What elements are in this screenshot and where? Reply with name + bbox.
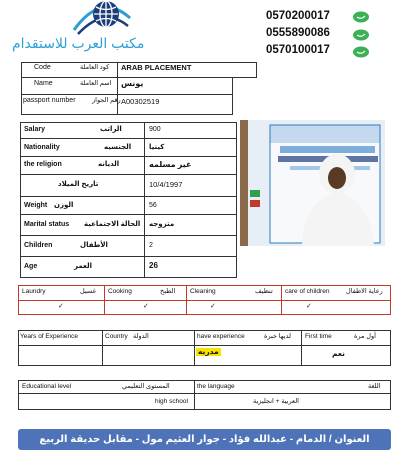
children-value: 2 bbox=[149, 242, 153, 249]
brand-name: مكتب العرب للاستقدام bbox=[12, 35, 145, 51]
first-time-label: First time bbox=[305, 333, 332, 340]
cooking-label: Cooking bbox=[108, 288, 132, 295]
have-experience-label-ar: لديها خبرة bbox=[264, 333, 291, 340]
nationality-label-ar: الجنسيه bbox=[104, 144, 132, 151]
education-level-label-ar: المستوى التعليمي bbox=[122, 383, 170, 390]
phone-1[interactable]: 0570200017 bbox=[266, 10, 330, 22]
address-bar: العنوان / الدمام - عبدالله فؤاد - جوار العثيم مول - مقابل حديقة الربيع bbox=[18, 429, 391, 450]
cleaning-label-ar: تنظيف bbox=[255, 288, 273, 295]
laundry-label-ar: غسيل bbox=[80, 288, 97, 295]
check-icon: ✓ bbox=[143, 303, 149, 310]
marital-label-ar: الحالة الاجتماعية bbox=[84, 221, 141, 228]
education-level-value: high school bbox=[155, 398, 188, 405]
name-label-ar: اسم العاملة bbox=[80, 80, 112, 87]
check-icon: ✓ bbox=[210, 303, 216, 310]
language-value: العربية + انجليزية bbox=[253, 398, 299, 405]
passport-label: passport number bbox=[23, 97, 76, 104]
weight-label-ar: الوزن bbox=[54, 202, 74, 209]
religion-label: the religion bbox=[24, 161, 62, 168]
cleaning-label: Cleaning bbox=[190, 288, 216, 295]
cooking-label-ar: الطبخ bbox=[160, 288, 176, 295]
phone-2[interactable]: 0555890086 bbox=[266, 27, 330, 39]
code-value: ARAB PLACEMENT bbox=[121, 63, 192, 72]
laundry-label: Laundry bbox=[22, 288, 46, 295]
whatsapp-icon bbox=[352, 28, 370, 40]
phone-3[interactable]: 0570100017 bbox=[266, 44, 330, 56]
passport-label-ar: رقم الجواز bbox=[92, 97, 121, 104]
salary-value: 900 bbox=[149, 126, 161, 133]
education-level-label: Educational level bbox=[22, 383, 72, 390]
whatsapp-icon bbox=[352, 10, 370, 22]
age-value: 26 bbox=[149, 261, 158, 270]
salary-label-ar: الراتب bbox=[100, 126, 122, 133]
check-icon: ✓ bbox=[306, 303, 312, 310]
language-label: the language bbox=[197, 383, 235, 390]
children-care-label-ar: رعاية الاطفال bbox=[346, 288, 383, 295]
first-time-value: نعم bbox=[332, 349, 345, 358]
nationality-label: Nationality bbox=[24, 144, 60, 151]
birthdate-value: 10/4/1997 bbox=[149, 180, 183, 189]
birthdate-label-ar: تاريخ الميلاد bbox=[58, 181, 99, 188]
passport-value: A00302519 bbox=[121, 97, 160, 106]
country-label-ar: الدولة bbox=[133, 333, 149, 340]
religion-label-ar: الديانه bbox=[98, 161, 120, 168]
religion-value: غير مسلمه bbox=[149, 160, 192, 169]
worker-photo bbox=[240, 120, 385, 246]
children-label: Children bbox=[24, 242, 53, 249]
name-value: يونس bbox=[121, 79, 144, 88]
years-experience-label: Years of Experience bbox=[20, 333, 78, 340]
trained-value: مدربه bbox=[198, 347, 219, 356]
children-care-label: care of children bbox=[285, 288, 330, 295]
age-label-ar: العمر bbox=[74, 263, 93, 270]
name-label: Name bbox=[34, 80, 53, 87]
marital-value: متزوجه bbox=[149, 221, 175, 228]
marital-label: Marital status bbox=[24, 221, 70, 228]
have-experience-label: have experience bbox=[197, 333, 245, 340]
language-label-ar: اللغة bbox=[368, 383, 381, 390]
check-icon: ✓ bbox=[58, 303, 64, 310]
salary-label: Salary bbox=[24, 126, 46, 133]
globe-logo-icon bbox=[66, 0, 136, 38]
weight-value: 56 bbox=[149, 202, 157, 209]
nationality-value: كينيا bbox=[149, 144, 165, 151]
code-label-ar: كود العاملة bbox=[80, 64, 110, 71]
whatsapp-icon bbox=[352, 45, 370, 57]
children-label-ar: الأطفال bbox=[80, 242, 108, 249]
weight-label: Weight bbox=[24, 202, 48, 209]
age-label: Age bbox=[24, 263, 38, 270]
code-label: Code bbox=[34, 64, 51, 71]
country-label: Country bbox=[105, 333, 128, 340]
first-time-label-ar: أول مرة bbox=[354, 333, 376, 340]
